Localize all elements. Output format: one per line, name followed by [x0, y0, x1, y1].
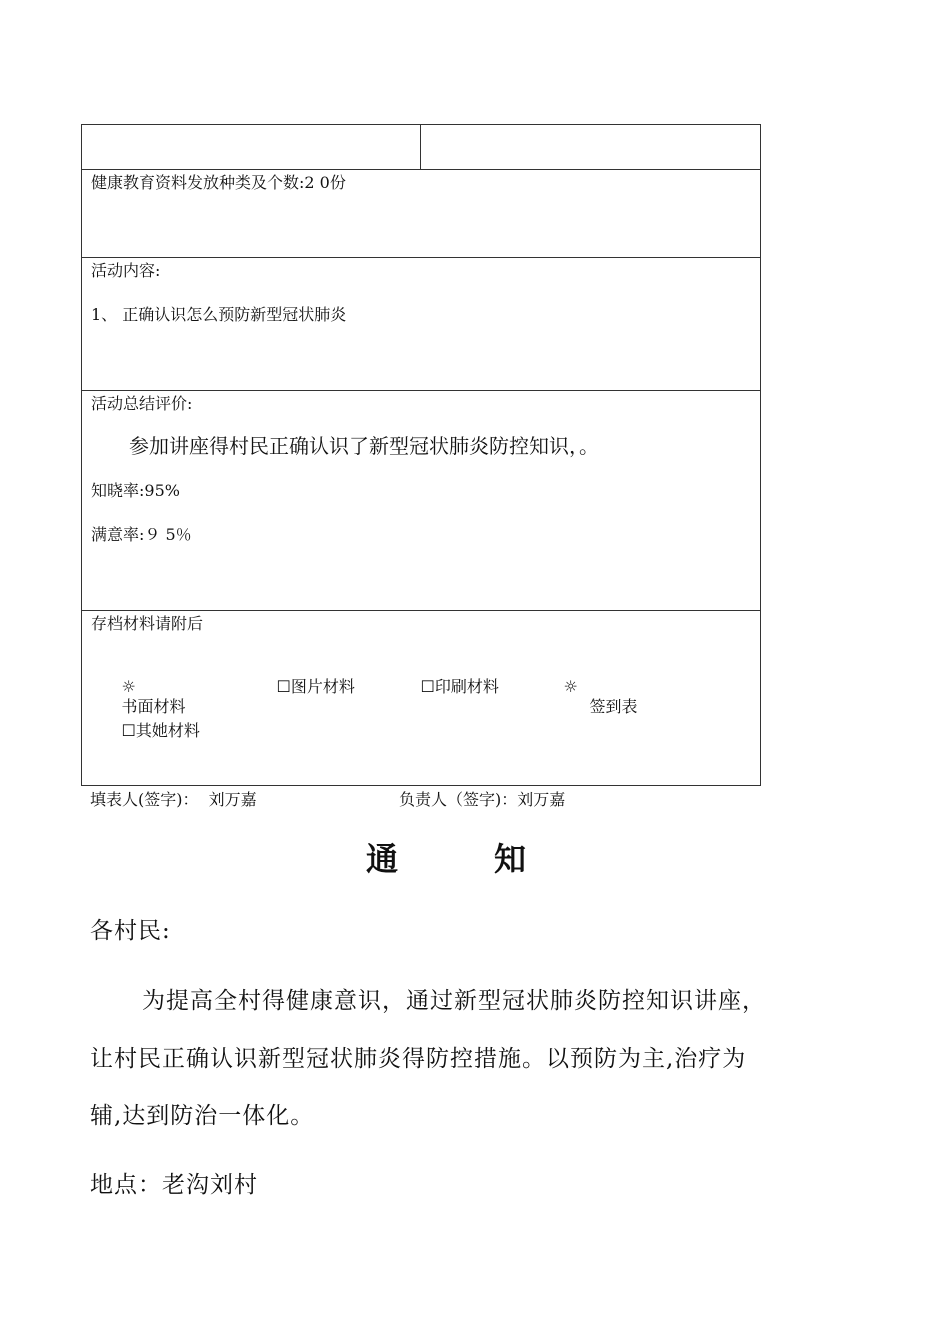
- notice-body-line-1: 为提高全村得健康意识，通过新型冠状肺炎防控知识讲座，: [142, 988, 766, 1014]
- notice-greeting: 各村民:: [90, 918, 171, 944]
- form-header-row: [82, 125, 760, 169]
- summary-label: 活动总结评价:: [91, 394, 193, 413]
- checkbox-icon: ☐: [420, 677, 435, 696]
- archive-label: 存档材料请附后: [91, 614, 204, 633]
- archive-option-label: 图片材料: [290, 677, 355, 696]
- responsible-signature: 负责人（签字)：刘万嘉: [399, 790, 566, 809]
- archive-option-other[interactable]: [91, 701, 200, 761]
- notice-body-line-3: 辅,达到防治一体化。: [90, 1103, 315, 1129]
- archive-materials-row: [82, 610, 760, 785]
- checkbox-icon: ☐: [276, 677, 291, 696]
- activity-content-item: 1、 正确认识怎么预防新型冠状肺炎: [91, 305, 347, 324]
- notice-location: 地点：老沟刘村: [90, 1172, 258, 1198]
- activity-content-row: [82, 257, 760, 390]
- notice-title-char-1: 通: [366, 840, 399, 878]
- archive-option-label: 印刷材料: [434, 677, 499, 696]
- header-cell-right: [421, 125, 760, 169]
- checkbox-icon: ☐: [121, 721, 136, 740]
- archive-option-signin-sheet[interactable]: [533, 657, 638, 737]
- notice-title-char-2: 知: [494, 840, 527, 878]
- archive-option-label: 书面材料: [121, 697, 186, 716]
- header-cell-left: [82, 125, 421, 169]
- summary-text: 参加讲座得村民正确认识了新型冠状肺炎防控知识，。: [129, 434, 599, 458]
- materials-info-text: 健康教育资料发放种类及个数:2 0份: [91, 173, 346, 192]
- archive-option-label: 其她材料: [135, 721, 200, 740]
- archive-option-pictures[interactable]: [246, 657, 355, 717]
- sun-checkbox-icon: ☼: [121, 677, 136, 696]
- archive-option-label: 签到表: [589, 697, 638, 716]
- archive-option-printed[interactable]: [390, 657, 499, 717]
- awareness-rate: 知晓率:95%: [91, 481, 180, 500]
- satisfaction-rate: 满意率:９ 5％: [91, 525, 192, 544]
- filler-signature: 填表人(签字)： 刘万嘉: [90, 790, 257, 809]
- activity-content-label: 活动内容:: [91, 261, 161, 280]
- notice-body-line-2: 让村民正确认识新型冠状肺炎得防控措施。以预防为主,治疗为: [90, 1046, 747, 1072]
- activity-record-form: [81, 124, 761, 786]
- materials-info-row: [82, 169, 760, 257]
- activity-summary-row: [82, 390, 760, 610]
- sun-checkbox-icon: ☼: [563, 677, 578, 696]
